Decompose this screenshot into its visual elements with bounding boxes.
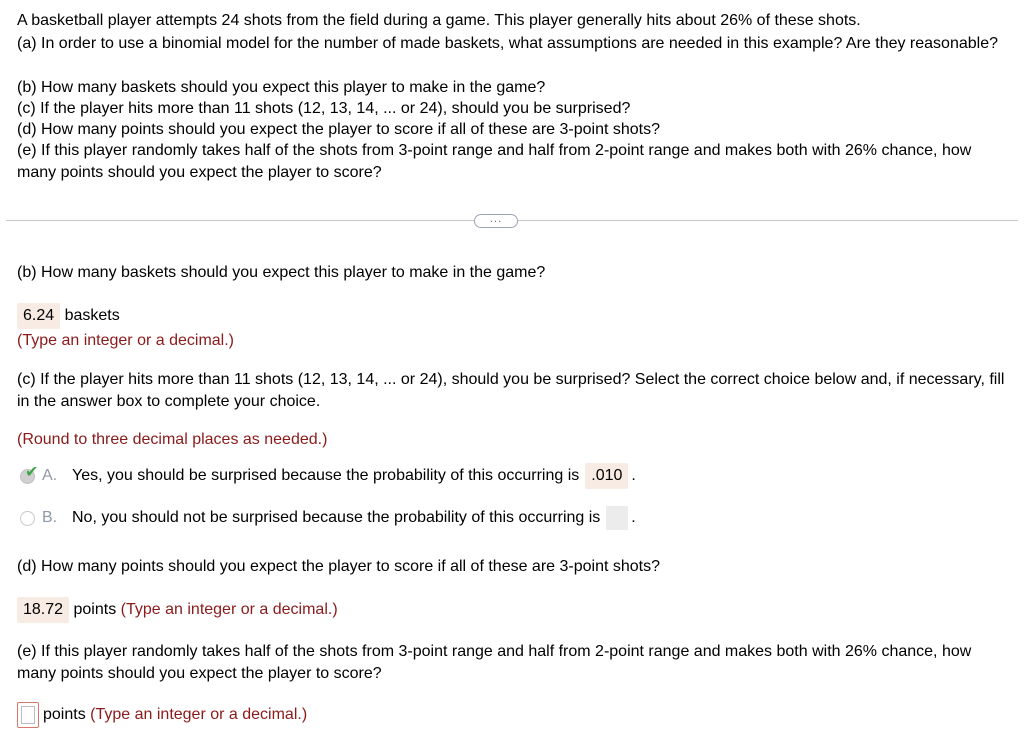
part-b-answer-row (17, 303, 120, 329)
part-d-unit: points (73, 601, 117, 618)
part-e-answer-row (17, 702, 307, 728)
choice-b-answer-box[interactable] (606, 506, 628, 530)
question-e: (e) If this player randomly takes half of the shots from 3-point range and half from 2-point range and makes both with 26% chance, how many points should you expect the player to score? (17, 142, 972, 181)
part-d-answer[interactable]: 18.72 (17, 597, 69, 623)
choice-a-answer[interactable]: .010 (585, 463, 628, 489)
part-c-question: (c) If the player hits more than 11 shots (12, 13, 14, ... or 24), should you be surprised? Select the correct choice below and, if necessary, fill in the answer box to complete your choice. (17, 371, 1005, 410)
problem-intro: A basketball player attempts 24 shots from the field during a game. This player generally hits about 26% of these shots. (17, 12, 861, 29)
part-c-hint: (Round to three decimal places as needed.) (17, 431, 328, 448)
choice-b-text: No, you should not be surprised because the probability of this occurring is (72, 509, 601, 527)
radio-b[interactable] (20, 511, 35, 526)
choice-a-text: Yes, you should be surprised because the probability of this occurring is (72, 467, 580, 485)
question-c: (c) If the player hits more than 11 shots (12, 13, 14, ... or 24), should you be surprised? (17, 100, 631, 117)
part-e-unit: points (43, 706, 86, 724)
choice-a[interactable] (17, 463, 636, 489)
part-b-unit: baskets (64, 307, 120, 324)
ellipsis-icon[interactable]: ... (474, 214, 518, 228)
question-b: (b) How many baskets should you expect this player to make in the game? (17, 79, 546, 96)
part-d-answer-row (17, 597, 338, 623)
part-e-hint: (Type an integer or a decimal.) (90, 706, 308, 724)
check-icon: ✔ (25, 461, 39, 481)
question-a: (a) In order to use a binomial model for the number of made baskets, what assumptions are needed in this example? Are they reasonable? (17, 35, 998, 52)
radio-a[interactable] (20, 461, 39, 484)
part-b-answer[interactable]: 6.24 (17, 303, 60, 329)
choice-b[interactable] (17, 505, 636, 531)
choice-b-letter: B. (42, 509, 58, 527)
part-b-question: (b) How many baskets should you expect this player to make in the game? (17, 264, 546, 281)
part-b-hint: (Type an integer or a decimal.) (17, 332, 234, 349)
part-e-question: (e) If this player randomly takes half of the shots from 3-point range and half from 2-point range and makes both with 26% chance, how many points should you expect the player to score? (17, 643, 972, 682)
choice-b-suffix: . (631, 509, 636, 527)
part-e-answer-input[interactable] (17, 702, 39, 728)
question-d: (d) How many points should you expect the player to score if all of these are 3-point shots? (17, 121, 661, 138)
choice-a-suffix: . (631, 467, 636, 485)
choice-a-letter: A. (42, 467, 58, 485)
part-d-question: (d) How many points should you expect the player to score if all of these are 3-point shots? (17, 558, 661, 575)
part-d-hint: (Type an integer or a decimal.) (120, 601, 338, 618)
